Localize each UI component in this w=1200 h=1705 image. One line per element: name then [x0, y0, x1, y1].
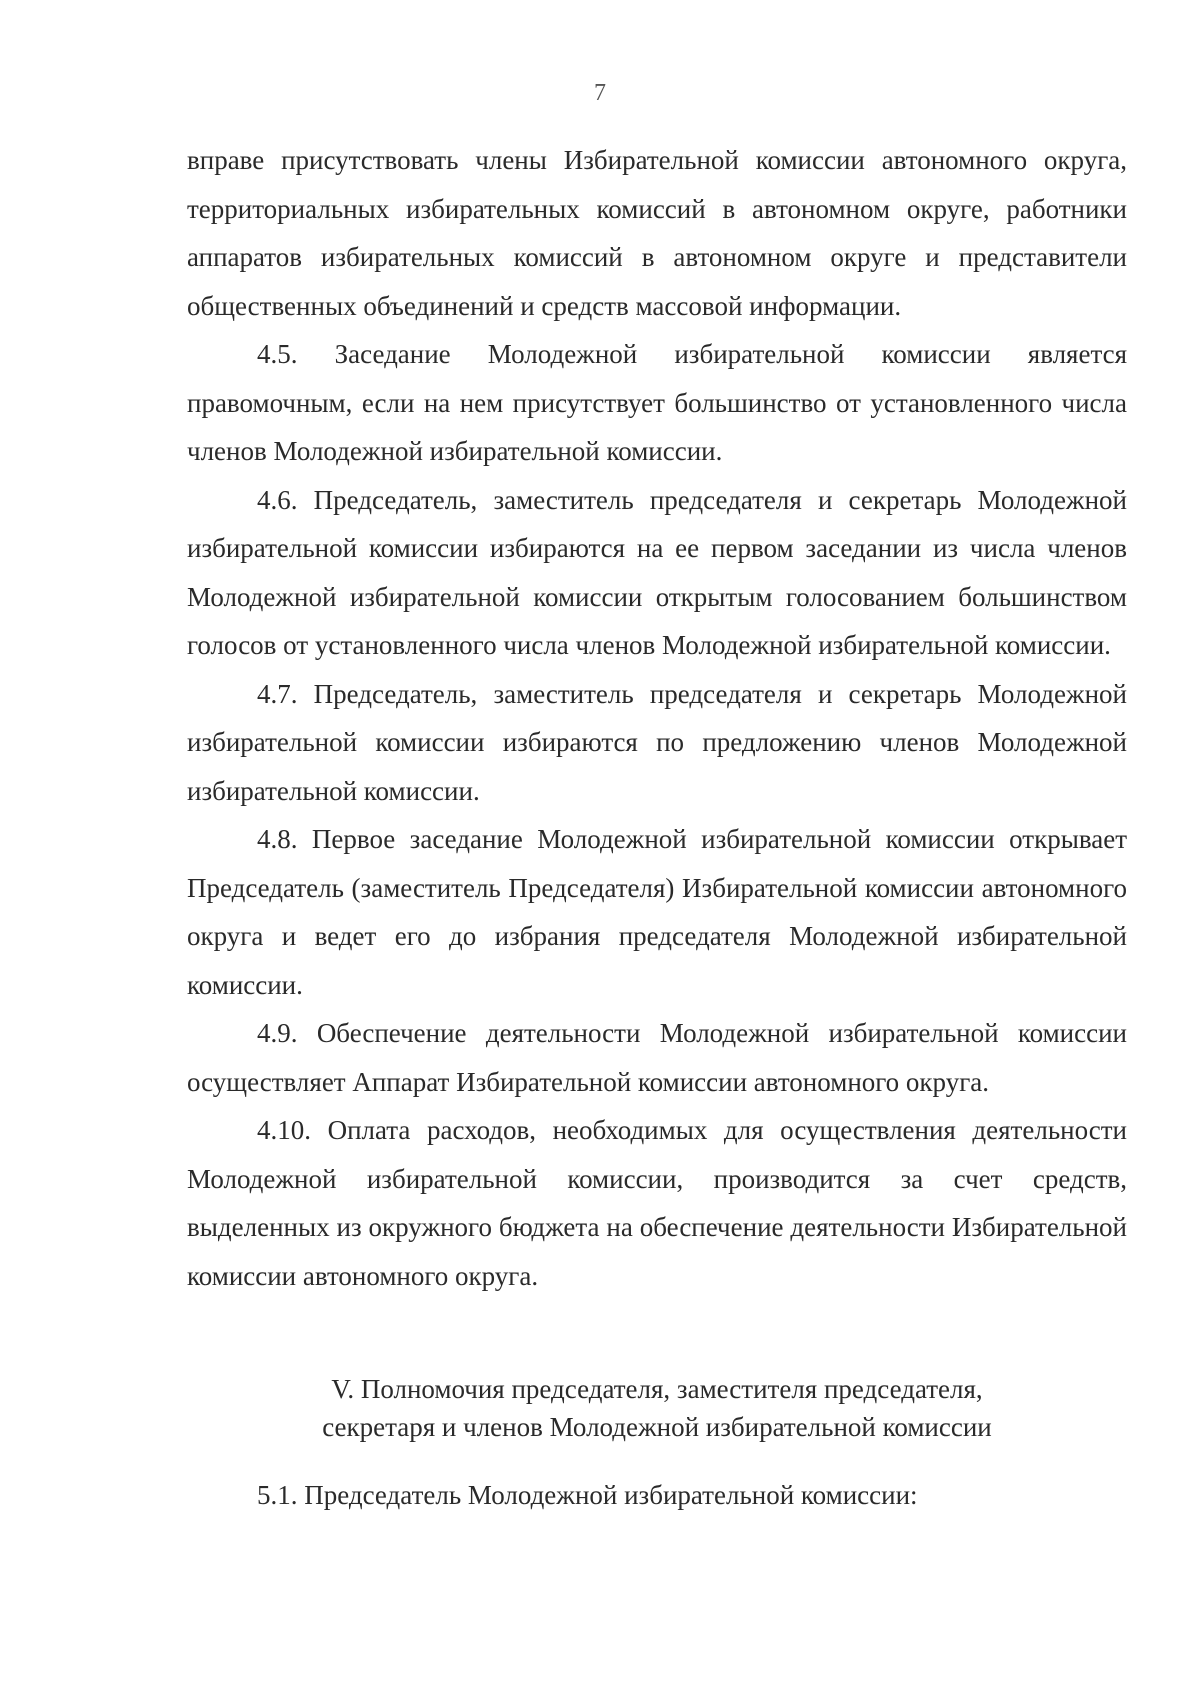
section-heading-line-2: секретаря и членов Молодежной избирательной комиссии [322, 1412, 992, 1442]
paragraph-4-10: 4.10. Оплата расходов, необходимых для осуществления деятельности Молодежной избирательной комиссии, производится за счет средств, выделенных из окружного бюджета на обеспечение деятельности Избирательной комиссии автономного округа. [187, 1115, 1127, 1291]
page-number: 7 [594, 80, 606, 106]
paragraph-continuation: вправе присутствовать члены Избирательной комиссии автономного округа, территориальных избирательных комиссий в автономном округе, работники аппаратов избирательных комиссий в автономном округе и представители общественных объединений и средств массовой информации. [187, 145, 1127, 321]
paragraph-4-8: 4.8. Первое заседание Молодежной избирательной комиссии открывает Председатель (заместитель Председателя) Избирательной комиссии автономного округа и ведет его до избрания председателя Молодежной избирательной комиссии. [187, 824, 1127, 1000]
paragraph-4-6: 4.6. Председатель, заместитель председателя и секретарь Молодежной избирательной комиссии избираются на ее первом заседании из числа членов Молодежной избирательной комиссии открытым голосованием большинством голосов от установленного числа членов Молодежной избирательной комиссии. [187, 484, 1127, 660]
section-heading-line-1: V. Полномочия председателя, заместителя председателя, [331, 1374, 983, 1404]
document-body [187, 136, 1127, 1520]
paragraph-4-5: 4.5. Заседание Молодежной избирательной комиссии является правомочным, если на нем присутствует большинство от установленного числа членов Молодежной избирательной комиссии. [187, 339, 1127, 466]
paragraph-4-9: 4.9. Обеспечение деятельности Молодежной избирательной комиссии осуществляет Аппарат Избирательной комиссии автономного округа. [187, 1018, 1127, 1097]
section-heading [187, 1370, 1127, 1446]
paragraph-5-1: 5.1. Председатель Молодежной избирательной комиссии: [257, 1480, 918, 1510]
paragraph-4-7: 4.7. Председатель, заместитель председателя и секретарь Молодежной избирательной комиссии избираются по предложению членов Молодежной избирательной комиссии. [187, 678, 1127, 806]
